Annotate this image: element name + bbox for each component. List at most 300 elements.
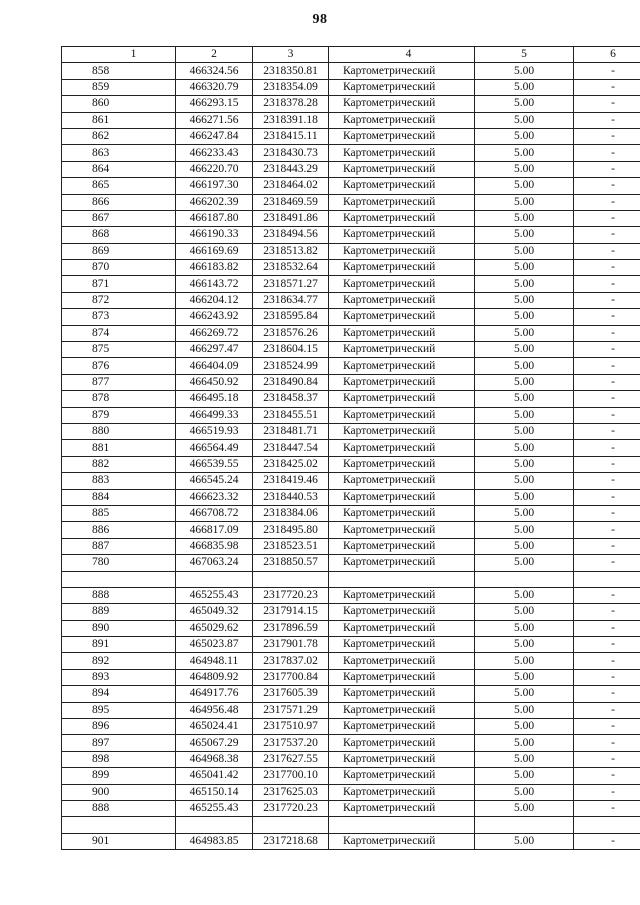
y-coordinate-cell: 2317896.59	[253, 620, 329, 636]
table-row	[62, 128, 640, 144]
note-cell: -	[574, 423, 640, 439]
method-cell: Картометрический	[329, 522, 475, 538]
accuracy-cell: 5.00	[475, 112, 574, 128]
method-cell: Картометрический	[329, 292, 475, 308]
y-coordinate-cell: 2317571.29	[253, 702, 329, 718]
point-number-cell: 890	[62, 620, 176, 636]
x-coordinate-cell: 465029.62	[176, 620, 253, 636]
method-cell: Картометрический	[329, 800, 475, 816]
note-cell: -	[574, 800, 640, 816]
point-number-cell: 862	[62, 128, 176, 144]
accuracy-cell: 5.00	[475, 833, 574, 849]
table-row	[62, 161, 640, 177]
point-number-cell: 899	[62, 768, 176, 784]
accuracy-cell: 5.00	[475, 374, 574, 390]
accuracy-cell: 5.00	[475, 473, 574, 489]
note-cell: -	[574, 669, 640, 685]
note-cell: -	[574, 702, 640, 718]
y-coordinate-cell: 2318532.64	[253, 260, 329, 276]
point-number-cell: 878	[62, 391, 176, 407]
note-cell: -	[574, 227, 640, 243]
x-coordinate-cell: 466197.30	[176, 178, 253, 194]
table-row	[62, 145, 640, 161]
table-row	[62, 342, 640, 358]
accuracy-cell: 5.00	[475, 145, 574, 161]
point-number-cell: 881	[62, 440, 176, 456]
empty-cell	[475, 571, 574, 587]
column-header-5: 5	[475, 47, 574, 63]
method-cell: Картометрический	[329, 374, 475, 390]
x-coordinate-cell: 466271.56	[176, 112, 253, 128]
y-coordinate-cell: 2318513.82	[253, 243, 329, 259]
method-cell: Картометрический	[329, 210, 475, 226]
accuracy-cell: 5.00	[475, 391, 574, 407]
note-cell: -	[574, 128, 640, 144]
table-header-row	[62, 47, 640, 63]
table-row	[62, 604, 640, 620]
y-coordinate-cell: 2317625.03	[253, 784, 329, 800]
accuracy-cell: 5.00	[475, 79, 574, 95]
table-row	[62, 587, 640, 603]
y-coordinate-cell: 2317720.23	[253, 800, 329, 816]
method-cell: Картометрический	[329, 473, 475, 489]
note-cell: -	[574, 374, 640, 390]
point-number-cell: 892	[62, 653, 176, 669]
point-number-cell: 780	[62, 555, 176, 571]
note-cell: -	[574, 79, 640, 95]
table-row	[62, 63, 640, 79]
x-coordinate-cell: 464956.48	[176, 702, 253, 718]
x-coordinate-cell: 466220.70	[176, 161, 253, 177]
note-cell: -	[574, 260, 640, 276]
table-row	[62, 784, 640, 800]
x-coordinate-cell: 465024.41	[176, 719, 253, 735]
note-cell: -	[574, 243, 640, 259]
table-row	[62, 653, 640, 669]
point-number-cell: 871	[62, 276, 176, 292]
accuracy-cell: 5.00	[475, 489, 574, 505]
note-cell: -	[574, 358, 640, 374]
method-cell: Картометрический	[329, 96, 475, 112]
point-number-cell: 895	[62, 702, 176, 718]
x-coordinate-cell: 465041.42	[176, 768, 253, 784]
y-coordinate-cell: 2318576.26	[253, 325, 329, 341]
column-header-2: 2	[176, 47, 253, 63]
method-cell: Картометрический	[329, 63, 475, 79]
note-cell: -	[574, 653, 640, 669]
y-coordinate-cell: 2318443.29	[253, 161, 329, 177]
point-number-cell: 860	[62, 96, 176, 112]
table-row	[62, 686, 640, 702]
empty-cell	[62, 817, 176, 833]
accuracy-cell: 5.00	[475, 686, 574, 702]
y-coordinate-cell: 2318458.37	[253, 391, 329, 407]
table-row	[62, 637, 640, 653]
accuracy-cell: 5.00	[475, 800, 574, 816]
method-cell: Картометрический	[329, 719, 475, 735]
note-cell: -	[574, 112, 640, 128]
y-coordinate-cell: 2318378.28	[253, 96, 329, 112]
empty-cell	[574, 571, 640, 587]
table-row	[62, 227, 640, 243]
accuracy-cell: 5.00	[475, 522, 574, 538]
note-cell: -	[574, 751, 640, 767]
note-cell: -	[574, 145, 640, 161]
note-cell: -	[574, 555, 640, 571]
empty-cell	[475, 817, 574, 833]
point-number-cell: 867	[62, 210, 176, 226]
y-coordinate-cell: 2318604.15	[253, 342, 329, 358]
y-coordinate-cell: 2317510.97	[253, 719, 329, 735]
accuracy-cell: 5.00	[475, 505, 574, 521]
accuracy-cell: 5.00	[475, 768, 574, 784]
point-number-cell: 865	[62, 178, 176, 194]
y-coordinate-cell: 2318354.09	[253, 79, 329, 95]
method-cell: Картометрический	[329, 538, 475, 554]
method-cell: Картометрический	[329, 637, 475, 653]
method-cell: Картометрический	[329, 276, 475, 292]
x-coordinate-cell: 466247.84	[176, 128, 253, 144]
y-coordinate-cell: 2318425.02	[253, 456, 329, 472]
x-coordinate-cell: 464917.76	[176, 686, 253, 702]
accuracy-cell: 5.00	[475, 358, 574, 374]
x-coordinate-cell: 465067.29	[176, 735, 253, 751]
y-coordinate-cell: 2318490.84	[253, 374, 329, 390]
accuracy-cell: 5.00	[475, 423, 574, 439]
x-coordinate-cell: 466545.24	[176, 473, 253, 489]
note-cell: -	[574, 735, 640, 751]
point-number-cell: 875	[62, 342, 176, 358]
accuracy-cell: 5.00	[475, 309, 574, 325]
table-row	[62, 735, 640, 751]
method-cell: Картометрический	[329, 768, 475, 784]
table-row	[62, 79, 640, 95]
section-separator-row	[62, 571, 640, 587]
method-cell: Картометрический	[329, 669, 475, 685]
x-coordinate-cell: 464983.85	[176, 833, 253, 849]
method-cell: Картометрический	[329, 178, 475, 194]
accuracy-cell: 5.00	[475, 669, 574, 685]
x-coordinate-cell: 464948.11	[176, 653, 253, 669]
table-row	[62, 489, 640, 505]
x-coordinate-cell: 465255.43	[176, 587, 253, 603]
accuracy-cell: 5.00	[475, 456, 574, 472]
accuracy-cell: 5.00	[475, 276, 574, 292]
note-cell: -	[574, 342, 640, 358]
method-cell: Картометрический	[329, 423, 475, 439]
table-row	[62, 473, 640, 489]
accuracy-cell: 5.00	[475, 210, 574, 226]
point-number-cell: 868	[62, 227, 176, 243]
note-cell: -	[574, 325, 640, 341]
empty-cell	[176, 817, 253, 833]
accuracy-cell: 5.00	[475, 260, 574, 276]
method-cell: Картометрический	[329, 194, 475, 210]
method-cell: Картометрический	[329, 653, 475, 669]
point-number-cell: 866	[62, 194, 176, 210]
x-coordinate-cell: 466499.33	[176, 407, 253, 423]
x-coordinate-cell: 466269.72	[176, 325, 253, 341]
y-coordinate-cell: 2318495.80	[253, 522, 329, 538]
x-coordinate-cell: 466320.79	[176, 79, 253, 95]
y-coordinate-cell: 2317537.20	[253, 735, 329, 751]
column-header-6: 6	[574, 47, 640, 63]
point-number-cell: 863	[62, 145, 176, 161]
x-coordinate-cell: 466835.98	[176, 538, 253, 554]
note-cell: -	[574, 96, 640, 112]
method-cell: Картометрический	[329, 751, 475, 767]
empty-cell	[329, 817, 475, 833]
x-coordinate-cell: 466183.82	[176, 260, 253, 276]
table-row	[62, 505, 640, 521]
method-cell: Картометрический	[329, 735, 475, 751]
point-number-cell: 883	[62, 473, 176, 489]
table-row	[62, 112, 640, 128]
table-row	[62, 522, 640, 538]
method-cell: Картометрический	[329, 243, 475, 259]
note-cell: -	[574, 587, 640, 603]
accuracy-cell: 5.00	[475, 342, 574, 358]
accuracy-cell: 5.00	[475, 440, 574, 456]
note-cell: -	[574, 489, 640, 505]
note-cell: -	[574, 161, 640, 177]
x-coordinate-cell: 465023.87	[176, 637, 253, 653]
note-cell: -	[574, 391, 640, 407]
x-coordinate-cell: 464968.38	[176, 751, 253, 767]
note-cell: -	[574, 522, 640, 538]
method-cell: Картометрический	[329, 342, 475, 358]
table-row	[62, 358, 640, 374]
table-row	[62, 309, 640, 325]
y-coordinate-cell: 2318850.57	[253, 555, 329, 571]
table-row	[62, 833, 640, 849]
note-cell: -	[574, 456, 640, 472]
x-coordinate-cell: 466623.32	[176, 489, 253, 505]
table-row	[62, 669, 640, 685]
column-header-3: 3	[253, 47, 329, 63]
x-coordinate-cell: 465255.43	[176, 800, 253, 816]
note-cell: -	[574, 276, 640, 292]
point-number-cell: 897	[62, 735, 176, 751]
point-number-cell: 882	[62, 456, 176, 472]
table-row	[62, 751, 640, 767]
accuracy-cell: 5.00	[475, 784, 574, 800]
y-coordinate-cell: 2318595.84	[253, 309, 329, 325]
x-coordinate-cell: 465150.14	[176, 784, 253, 800]
method-cell: Картометрический	[329, 686, 475, 702]
point-number-cell: 864	[62, 161, 176, 177]
column-header-4: 4	[329, 47, 475, 63]
accuracy-cell: 5.00	[475, 227, 574, 243]
x-coordinate-cell: 464809.92	[176, 669, 253, 685]
page-number: 98	[312, 12, 328, 27]
point-number-cell: 900	[62, 784, 176, 800]
note-cell: -	[574, 407, 640, 423]
empty-cell	[329, 571, 475, 587]
point-number-cell: 870	[62, 260, 176, 276]
accuracy-cell: 5.00	[475, 620, 574, 636]
point-number-cell: 874	[62, 325, 176, 341]
y-coordinate-cell: 2317700.10	[253, 768, 329, 784]
y-coordinate-cell: 2318430.73	[253, 145, 329, 161]
x-coordinate-cell: 466495.18	[176, 391, 253, 407]
accuracy-cell: 5.00	[475, 407, 574, 423]
accuracy-cell: 5.00	[475, 735, 574, 751]
method-cell: Картометрический	[329, 325, 475, 341]
x-coordinate-cell: 466190.33	[176, 227, 253, 243]
y-coordinate-cell: 2318391.18	[253, 112, 329, 128]
table-row	[62, 210, 640, 226]
point-number-cell: 876	[62, 358, 176, 374]
x-coordinate-cell: 466404.09	[176, 358, 253, 374]
empty-cell	[62, 571, 176, 587]
x-coordinate-cell: 466324.56	[176, 63, 253, 79]
note-cell: -	[574, 604, 640, 620]
x-coordinate-cell: 466243.92	[176, 309, 253, 325]
point-number-cell: 888	[62, 800, 176, 816]
y-coordinate-cell: 2318415.11	[253, 128, 329, 144]
note-cell: -	[574, 178, 640, 194]
empty-cell	[253, 817, 329, 833]
table-row	[62, 276, 640, 292]
table-row	[62, 407, 640, 423]
accuracy-cell: 5.00	[475, 63, 574, 79]
y-coordinate-cell: 2317837.02	[253, 653, 329, 669]
method-cell: Картометрический	[329, 128, 475, 144]
x-coordinate-cell: 466293.15	[176, 96, 253, 112]
x-coordinate-cell: 466143.72	[176, 276, 253, 292]
x-coordinate-cell: 466564.49	[176, 440, 253, 456]
point-number-cell: 884	[62, 489, 176, 505]
note-cell: -	[574, 768, 640, 784]
accuracy-cell: 5.00	[475, 555, 574, 571]
y-coordinate-cell: 2318440.53	[253, 489, 329, 505]
point-number-cell: 898	[62, 751, 176, 767]
point-number-cell: 873	[62, 309, 176, 325]
method-cell: Картометрический	[329, 309, 475, 325]
note-cell: -	[574, 833, 640, 849]
point-number-cell: 879	[62, 407, 176, 423]
table-row	[62, 440, 640, 456]
note-cell: -	[574, 637, 640, 653]
accuracy-cell: 5.00	[475, 194, 574, 210]
section-separator-row	[62, 817, 640, 833]
y-coordinate-cell: 2317720.23	[253, 587, 329, 603]
y-coordinate-cell: 2318464.02	[253, 178, 329, 194]
accuracy-cell: 5.00	[475, 178, 574, 194]
table-body	[62, 63, 640, 850]
point-number-cell: 894	[62, 686, 176, 702]
note-cell: -	[574, 620, 640, 636]
note-cell: -	[574, 292, 640, 308]
x-coordinate-cell: 466817.09	[176, 522, 253, 538]
method-cell: Картометрический	[329, 358, 475, 374]
accuracy-cell: 5.00	[475, 653, 574, 669]
accuracy-cell: 5.00	[475, 751, 574, 767]
method-cell: Картометрический	[329, 587, 475, 603]
y-coordinate-cell: 2317627.55	[253, 751, 329, 767]
point-number-cell: 896	[62, 719, 176, 735]
y-coordinate-cell: 2318447.54	[253, 440, 329, 456]
y-coordinate-cell: 2318571.27	[253, 276, 329, 292]
table-row	[62, 555, 640, 571]
y-coordinate-cell: 2318384.06	[253, 505, 329, 521]
note-cell: -	[574, 63, 640, 79]
x-coordinate-cell: 466708.72	[176, 505, 253, 521]
method-cell: Картометрический	[329, 260, 475, 276]
accuracy-cell: 5.00	[475, 292, 574, 308]
accuracy-cell: 5.00	[475, 243, 574, 259]
accuracy-cell: 5.00	[475, 637, 574, 653]
y-coordinate-cell: 2318491.86	[253, 210, 329, 226]
y-coordinate-cell: 2318455.51	[253, 407, 329, 423]
point-number-cell: 886	[62, 522, 176, 538]
empty-cell	[176, 571, 253, 587]
accuracy-cell: 5.00	[475, 702, 574, 718]
method-cell: Картометрический	[329, 440, 475, 456]
method-cell: Картометрический	[329, 555, 475, 571]
x-coordinate-cell: 466450.92	[176, 374, 253, 390]
method-cell: Картометрический	[329, 620, 475, 636]
x-coordinate-cell: 466297.47	[176, 342, 253, 358]
method-cell: Картометрический	[329, 161, 475, 177]
note-cell: -	[574, 473, 640, 489]
y-coordinate-cell: 2318481.71	[253, 423, 329, 439]
method-cell: Картометрический	[329, 391, 475, 407]
note-cell: -	[574, 210, 640, 226]
table-row	[62, 178, 640, 194]
y-coordinate-cell: 2317914.15	[253, 604, 329, 620]
note-cell: -	[574, 505, 640, 521]
method-cell: Картометрический	[329, 145, 475, 161]
x-coordinate-cell: 466519.93	[176, 423, 253, 439]
table-row	[62, 96, 640, 112]
method-cell: Картометрический	[329, 407, 475, 423]
note-cell: -	[574, 719, 640, 735]
accuracy-cell: 5.00	[475, 538, 574, 554]
table-row	[62, 719, 640, 735]
accuracy-cell: 5.00	[475, 325, 574, 341]
point-number-cell: 861	[62, 112, 176, 128]
point-number-cell: 901	[62, 833, 176, 849]
point-number-cell: 891	[62, 637, 176, 653]
x-coordinate-cell: 466204.12	[176, 292, 253, 308]
table-row	[62, 702, 640, 718]
point-number-cell: 859	[62, 79, 176, 95]
table-row	[62, 243, 640, 259]
point-number-cell: 869	[62, 243, 176, 259]
table-row	[62, 768, 640, 784]
method-cell: Картометрический	[329, 489, 475, 505]
y-coordinate-cell: 2318634.77	[253, 292, 329, 308]
x-coordinate-cell: 466202.39	[176, 194, 253, 210]
point-number-cell: 858	[62, 63, 176, 79]
method-cell: Картометрический	[329, 604, 475, 620]
y-coordinate-cell: 2317218.68	[253, 833, 329, 849]
method-cell: Картометрический	[329, 702, 475, 718]
method-cell: Картометрический	[329, 112, 475, 128]
accuracy-cell: 5.00	[475, 719, 574, 735]
table-row	[62, 423, 640, 439]
y-coordinate-cell: 2318523.51	[253, 538, 329, 554]
accuracy-cell: 5.00	[475, 587, 574, 603]
note-cell: -	[574, 309, 640, 325]
x-coordinate-cell: 466233.43	[176, 145, 253, 161]
coordinates-table	[61, 46, 640, 850]
point-number-cell: 877	[62, 374, 176, 390]
method-cell: Картометрический	[329, 79, 475, 95]
column-header-1: 1	[62, 47, 176, 63]
